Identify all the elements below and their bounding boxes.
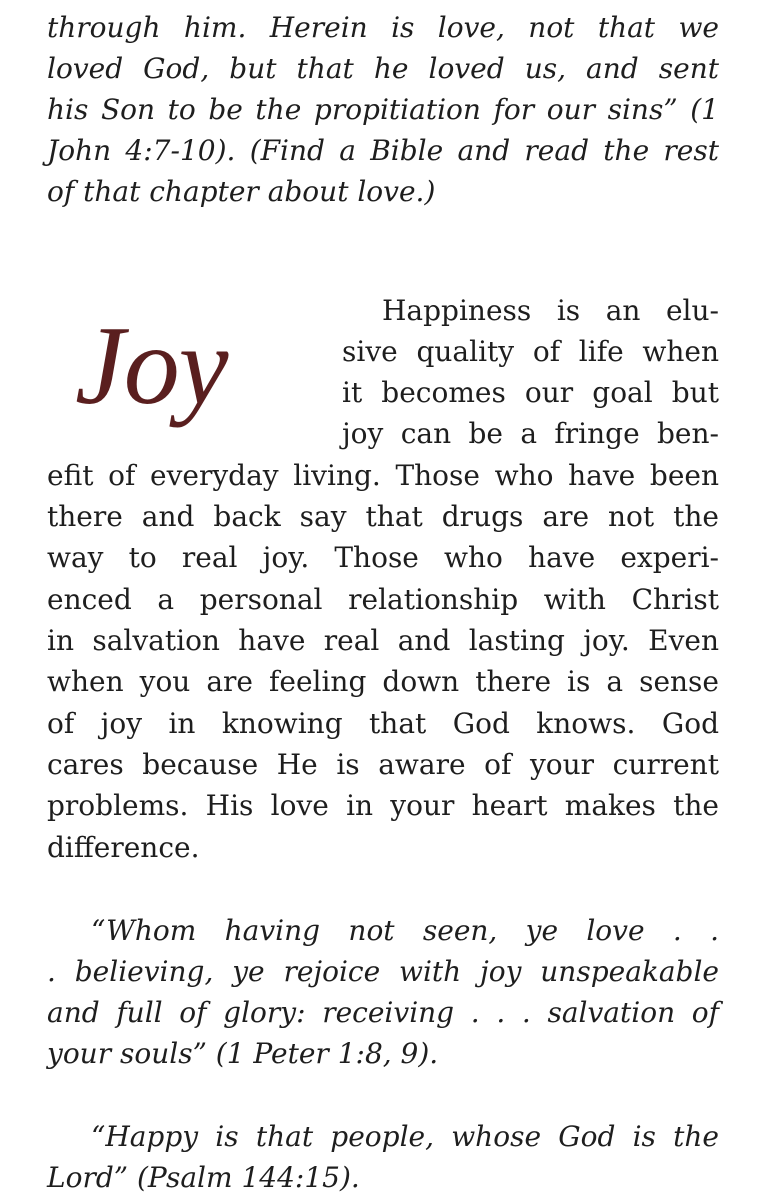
book-page [47,0,719,1200]
body-line: difference. [47,831,200,864]
body-line: efit of everyday living. Those who have been [47,459,719,492]
quote-line: Lord” (Psalm 144:15). [47,1161,360,1194]
body-line: in salvation have real and lasting joy. Even [47,624,719,657]
body-line: when you are feeling down there is a sense [47,665,719,698]
quote-line: “Whom having not seen, ye love . . [91,914,719,947]
body-line: Happiness is an elu- [382,294,719,327]
scripture-line: John 4:7-10). (Find a Bible and read the rest [47,134,719,167]
body-line: there and back say that drugs are not the [47,500,719,533]
body-line: joy can be a fringe ben- [342,417,719,450]
quote-line: your souls” (1 Peter 1:8, 9). [47,1037,439,1070]
body-line: it becomes our goal but [342,376,719,409]
section-title-wrap [47,300,327,450]
body-line: cares because He is aware of your current [47,748,719,781]
body-line: sive quality of life when [342,335,719,368]
body-line: way to real joy. Those who have experi- [47,541,719,574]
quote-line: and full of glory: receiving . . . salvation of [47,996,719,1029]
quote-line: “Happy is that people, whose God is the [91,1120,719,1153]
scripture-line: loved God, but that he loved us, and sent [47,52,719,85]
scripture-line: through him. Herein is love, not that we [47,11,719,44]
section-title: Joy [75,304,228,428]
quote-line: . believing, ye rejoice with joy unspeakable [47,955,719,988]
scripture-line: of that chapter about love.) [47,175,436,208]
scripture-line: his Son to be the propitiation for our sins” (1 [47,93,719,126]
body-line: of joy in knowing that God knows. God [47,707,719,740]
body-line: problems. His love in your heart makes the [47,789,719,822]
body-line: enced a personal relationship with Christ [47,583,719,616]
